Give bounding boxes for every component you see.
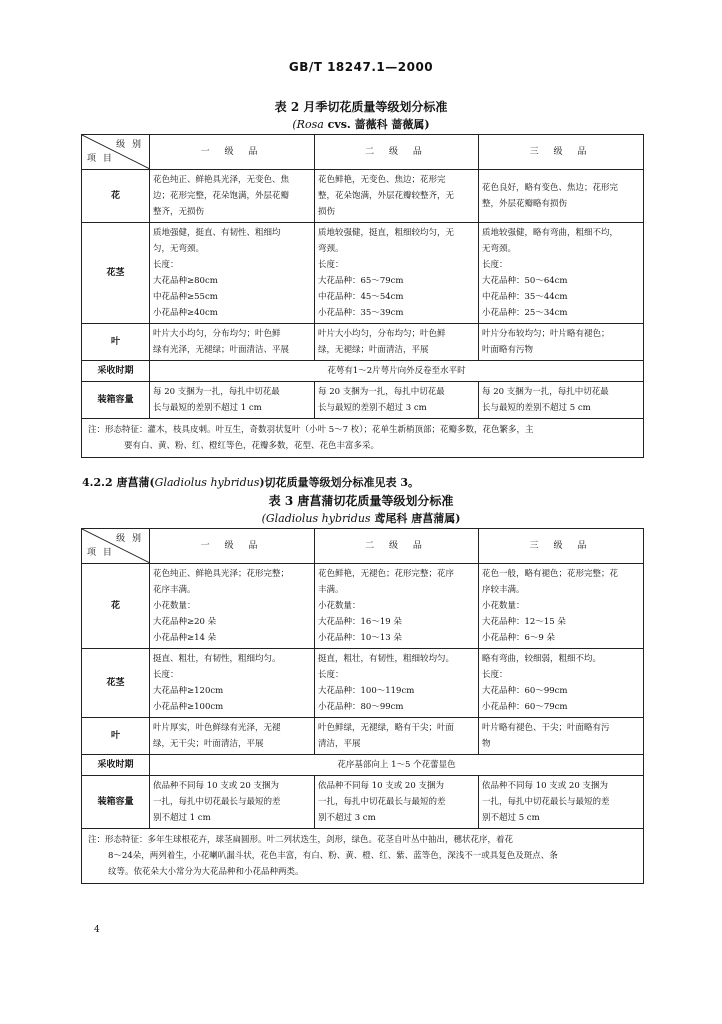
table-cell	[315, 223, 479, 324]
cell-line: 绿，无褪绿；叶面清洁，平展	[318, 345, 429, 355]
note-line: 注：形态特征：多年生球根花卉，球茎扁圆形。叶二列状迭生，剑形，绿色。花茎自叶丛中抽出，穗状花序，着花	[88, 835, 514, 845]
cell-line: 小花品种≥100cm	[153, 702, 224, 712]
table2-note	[82, 419, 644, 458]
table-cell	[315, 649, 479, 718]
table2-title: 表 2 月季切花质量等级划分标准	[274, 100, 448, 114]
cell-line: 叶片厚实，叶色鲜绿有光泽，无褪	[153, 723, 281, 733]
cell-line: 依品种不同每 10 支或 20 支捆为	[153, 781, 279, 791]
page-number: 4	[94, 925, 100, 935]
cell-line: 叶面略有污物	[482, 345, 534, 355]
table3-subtitle	[0, 510, 722, 526]
table-cell	[150, 718, 315, 755]
cell-line: 长度：	[482, 260, 508, 270]
table2-corner-header	[82, 135, 150, 170]
table-row	[82, 135, 644, 170]
note-line: 纹等。依花朵大小常分为大花品种和小花品种两类。	[108, 867, 304, 877]
cell-line: 别不超过 5 cm	[482, 813, 540, 823]
cell-line: 一扎，每扎中切花最长与最短的差	[318, 797, 446, 807]
cell-line: 花色一般，略有褪色；花形完整；花	[482, 569, 619, 579]
cell-line: 小花品种：35～39cm	[318, 308, 404, 318]
cell-line: 大花品种：100～119cm	[318, 686, 415, 696]
row-label-packing: 装箱容量	[82, 382, 150, 419]
table-cell	[315, 718, 479, 755]
cell-line: 长度：	[153, 670, 179, 680]
cell-line: 质地强健，挺直、有韧性、粗细均	[153, 228, 281, 238]
cell-line: 别不超过 1 cm	[153, 813, 211, 823]
section-suffix: )切花质量等级划分标准见表 3。	[259, 476, 420, 489]
table-cell	[479, 649, 644, 718]
note-line: 要有白、黄、粉、红、橙红等色，花瓣多数，花型、花色丰富多采。	[124, 441, 380, 451]
grade-header-1: 一 级 品	[150, 135, 315, 170]
cell-line: 花色纯正、鲜艳具光泽；花形完整；	[153, 569, 290, 579]
cell-line: 匀，无弯颈。	[153, 244, 205, 254]
table-cell	[150, 170, 315, 223]
cell-line: 花色良好，略有变色、焦边；花形完	[482, 183, 619, 193]
table-row	[82, 829, 644, 884]
cell-line: 长与最短的差别不超过 3 cm	[318, 403, 427, 413]
cell-line: 叶色鲜绿，无褪绿，略有干尖；叶面	[318, 723, 455, 733]
cell-line: 小花品种：25～34cm	[482, 308, 568, 318]
row-label-leaf: 叶	[82, 324, 150, 361]
cell-line: 质地较强健，略有弯曲，粗细不均，	[482, 228, 619, 238]
cell-line: 小花数量：	[153, 601, 196, 611]
cell-line: 丰满。	[318, 585, 344, 595]
cell-line: 叶片大小均匀，分布均匀；叶色鲜	[318, 329, 446, 339]
cell-line: 花色鲜艳，无变色、焦边；花形完	[318, 175, 446, 185]
table-cell	[479, 223, 644, 324]
cell-line: 每 20 支捆为一扎，每扎中切花最	[482, 387, 609, 397]
item-header-label: 项 目	[87, 548, 114, 558]
table3-subtitle-latin: (Gladiolus hybridus	[261, 512, 371, 525]
cell-line: 大花品种：12～15 朵	[482, 617, 566, 627]
cell-line: 小花品种：80～99cm	[318, 702, 404, 712]
table-cell	[315, 170, 479, 223]
cell-line: 整，外层花瓣略有损伤	[482, 199, 568, 209]
cell-line: 依品种不同每 10 支或 20 支捆为	[318, 781, 444, 791]
table-row	[82, 382, 644, 419]
cell-line: 长与最短的差别不超过 1 cm	[153, 403, 262, 413]
table-cell	[315, 564, 479, 649]
cell-line: 中花品种：45～54cm	[318, 292, 404, 302]
table2-subtitle-latin: (Rosa	[292, 118, 324, 131]
harvest-criteria: 花萼有1～2片萼片向外反卷至水平时	[150, 361, 644, 382]
cell-line: 大花品种：65～79cm	[318, 276, 404, 286]
cell-line: 整齐，无损伤	[153, 207, 205, 217]
section-latin: Gladiolus hybridus	[154, 476, 260, 489]
cell-line: 叶片略有褪色、干尖；叶面略有污	[482, 723, 610, 733]
cell-line: 长度：	[318, 670, 344, 680]
row-label-flower: 花	[82, 170, 150, 223]
row-label-harvest: 采收时期	[82, 361, 150, 382]
table-cell	[479, 170, 644, 223]
table-cell	[315, 324, 479, 361]
table-row	[82, 776, 644, 829]
table-cell	[150, 382, 315, 419]
cell-line: 小花品种：10～13 朵	[318, 633, 402, 643]
cell-line: 别不超过 3 cm	[318, 813, 376, 823]
cell-line: 每 20 支捆为一扎，每扎中切花最	[153, 387, 280, 397]
cell-line: 小花品种≥14 朵	[153, 633, 217, 643]
cell-line: 长度：	[318, 260, 344, 270]
cell-line: 小花品种≥40cm	[153, 308, 218, 318]
cell-line: 整，花朵饱满，外层花瓣较整齐，无	[318, 191, 455, 201]
grade-header-1: 一 级 品	[150, 529, 315, 564]
harvest-criteria: 花序基部向上 1～5 个花蕾显色	[150, 755, 644, 776]
grade-header-label: 级 别	[116, 534, 143, 544]
cell-line: 一扎，每扎中切花最长与最短的差	[482, 797, 610, 807]
cell-line: 叶片大小均匀，分布均匀；叶色鲜	[153, 329, 281, 339]
table-row	[82, 529, 644, 564]
table-row	[82, 649, 644, 718]
cell-line: 无弯颈。	[482, 244, 517, 254]
table-cell	[150, 324, 315, 361]
cell-line: 一扎，每扎中切花最长与最短的差	[153, 797, 281, 807]
cell-line: 大花品种≥120cm	[153, 686, 224, 696]
cell-line: 清洁，平展	[318, 739, 361, 749]
table-cell	[479, 776, 644, 829]
table3-title: 表 3 唐菖蒲切花质量等级划分标准	[268, 494, 454, 508]
cell-line: 中花品种≥55cm	[153, 292, 218, 302]
cell-line: 大花品种：60～99cm	[482, 686, 568, 696]
table-row	[82, 419, 644, 458]
table-cell	[150, 649, 315, 718]
cell-line: 大花品种≥20 朵	[153, 617, 217, 627]
cell-line: 长度：	[153, 260, 179, 270]
table-cell	[315, 776, 479, 829]
cell-line: 小花数量：	[318, 601, 361, 611]
table3-grading-table	[81, 528, 644, 884]
document-header: GB/T 18247.1—2000	[288, 60, 434, 74]
cell-line: 叶片分布较均匀；叶片略有褪色；	[482, 329, 610, 339]
row-label-packing: 装箱容量	[82, 776, 150, 829]
section-prefix: 4.2.2 唐菖蒲(	[82, 476, 155, 489]
cell-line: 依品种不同每 10 支或 20 支捆为	[482, 781, 608, 791]
grade-header-label: 级 别	[116, 140, 143, 150]
cell-line: 挺直、粗壮，有韧性，粗细均匀。	[153, 654, 281, 664]
cell-line: 序较丰满。	[482, 585, 525, 595]
cell-line: 弯颈。	[318, 244, 344, 254]
row-label-stem: 花茎	[82, 649, 150, 718]
table-row	[82, 564, 644, 649]
cell-line: 大花品种：16～19 朵	[318, 617, 402, 627]
table3-note	[82, 829, 644, 884]
grade-header-2: 二 级 品	[315, 135, 479, 170]
cell-line: 每 20 支捆为一扎，每扎中切花最	[318, 387, 445, 397]
cell-line: 质地较强健，挺直，粗细较均匀，无	[318, 228, 455, 238]
table-row	[82, 324, 644, 361]
row-label-stem: 花茎	[82, 223, 150, 324]
cell-line: 绿，无干尖；叶面清洁，平展	[153, 739, 264, 749]
cell-line: 长与最短的差别不超过 5 cm	[482, 403, 591, 413]
table-cell	[479, 382, 644, 419]
table2-grading-table	[81, 134, 644, 458]
cell-line: 边；花形完整，花朵饱满，外层花瓣	[153, 191, 290, 201]
cell-line: 花序丰满。	[153, 585, 196, 595]
table-cell	[479, 564, 644, 649]
cell-line: 小花数量：	[482, 601, 525, 611]
table3-subtitle-family: 鸢尾科 唐菖蒲属)	[370, 512, 461, 525]
table2-subtitle	[0, 116, 722, 132]
cell-line: 大花品种：50～64cm	[482, 276, 568, 286]
table-cell	[479, 324, 644, 361]
cell-line: 小花品种：6～9 朵	[482, 633, 556, 643]
cell-line: 小花品种：60～79cm	[482, 702, 568, 712]
grade-header-3: 三 级 品	[479, 529, 644, 564]
row-label-leaf: 叶	[82, 718, 150, 755]
table-row	[82, 361, 644, 382]
cell-line: 中花品种：35～44cm	[482, 292, 568, 302]
grade-header-3: 三 级 品	[479, 135, 644, 170]
note-line: 8～24朵，两列着生，小花喇叭漏斗状，花色丰富，有白、粉、黄、橙、红、紫、蓝等色，深浅不一或具复色及斑点、条	[108, 851, 558, 861]
note-line: 注：形态特征：灌木，枝具皮刺。叶互生，奇数羽状复叶（小叶 5～7 枚）；花单生新梢顶部；花瓣多数，花色繁多，主	[88, 425, 534, 435]
grade-header-2: 二 级 品	[315, 529, 479, 564]
cell-line: 花色纯正、鲜艳具光泽，无变色、焦	[153, 175, 290, 185]
table-row	[82, 718, 644, 755]
cell-line: 略有弯曲，较细弱，粗细不均。	[482, 654, 602, 664]
cell-line: 挺直，粗壮，有韧性，粗细较均匀。	[318, 654, 455, 664]
cell-line: 物	[482, 739, 491, 749]
table-cell	[315, 382, 479, 419]
table-cell	[479, 718, 644, 755]
section-4-2-2	[82, 474, 419, 490]
cell-line: 大花品种≥80cm	[153, 276, 218, 286]
table-cell	[150, 776, 315, 829]
cell-line: 损伤	[318, 207, 336, 217]
cell-line: 绿有光泽，无褪绿；叶面清洁、平展	[153, 345, 290, 355]
table-row	[82, 755, 644, 776]
table-row	[82, 170, 644, 223]
cell-line: 长度：	[482, 670, 508, 680]
table-cell	[150, 223, 315, 324]
row-label-flower: 花	[82, 564, 150, 649]
item-header-label: 项 目	[87, 154, 114, 164]
row-label-harvest: 采收时期	[82, 755, 150, 776]
table-cell	[150, 564, 315, 649]
table2-subtitle-family: cvs. 蔷薇科 蔷薇属)	[323, 118, 430, 131]
table3-corner-header	[82, 529, 150, 564]
table-row	[82, 223, 644, 324]
cell-line: 花色鲜艳，无褪色；花形完整；花序	[318, 569, 455, 579]
